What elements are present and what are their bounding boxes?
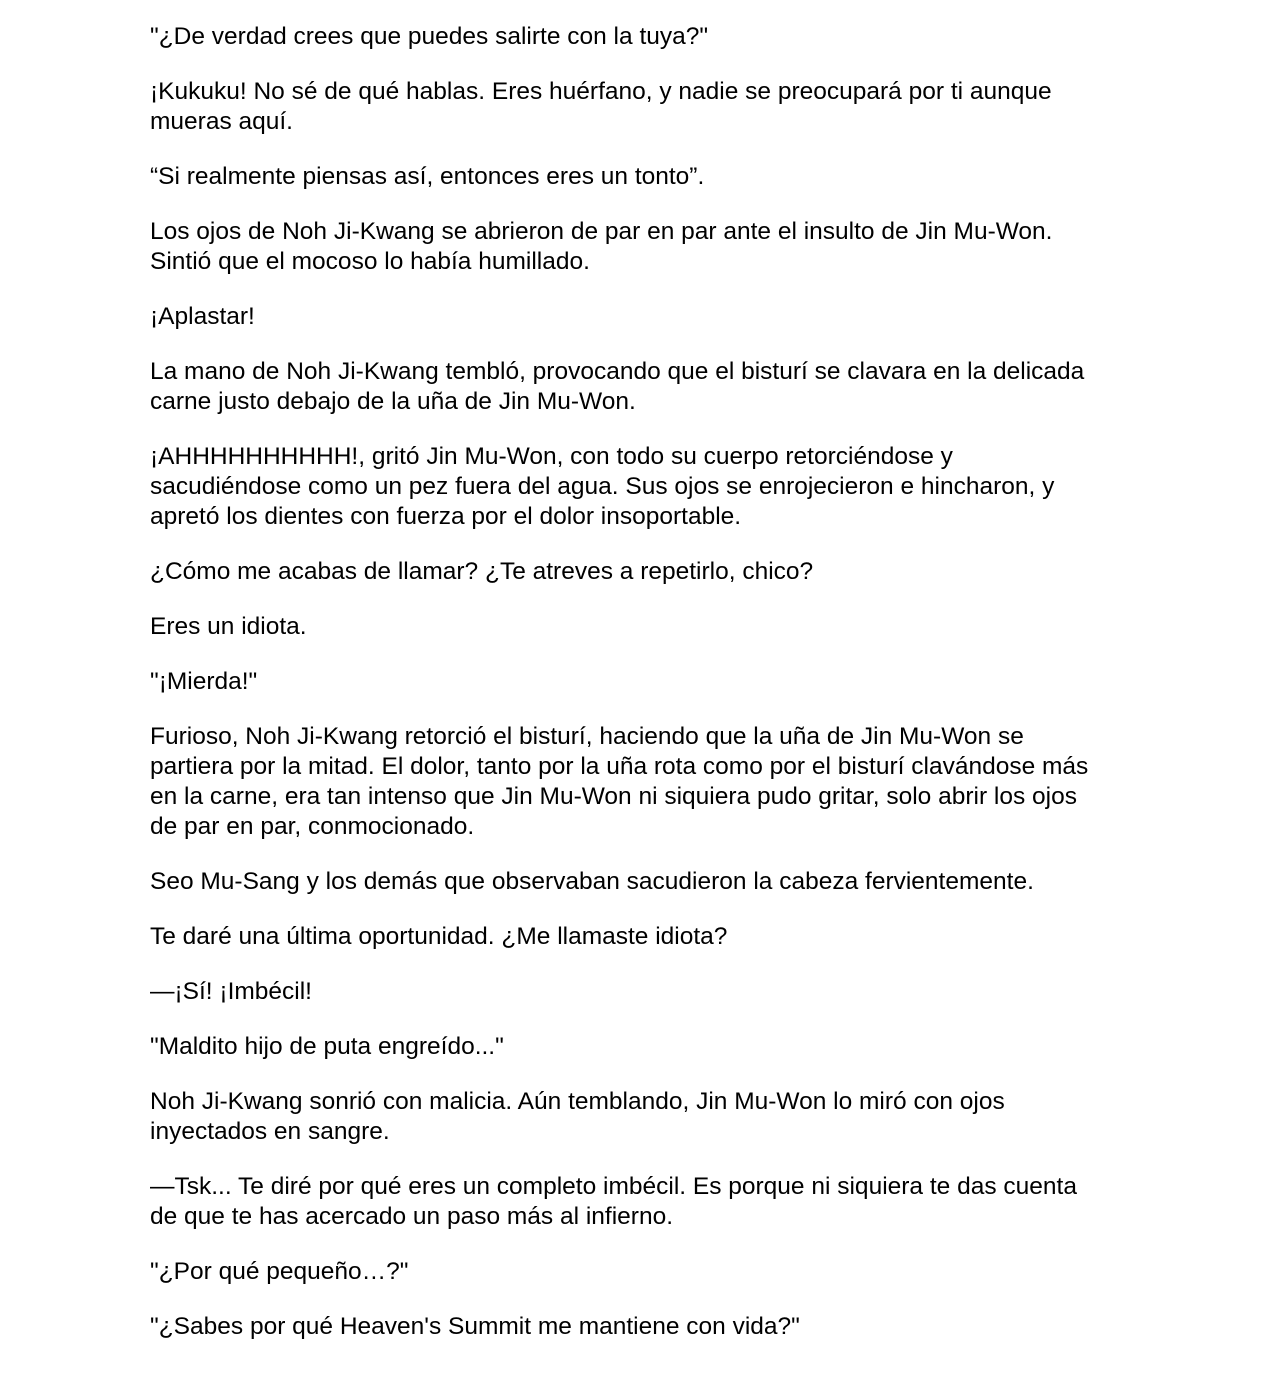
paragraph: ¡Kukuku! No sé de qué hablas. Eres huérfano, y nadie se preocupará por ti aunque mueras aquí. — [150, 78, 1052, 135]
paragraph: Seo Mu-Sang y los demás que observaban sacudieron la cabeza fervientemente. — [150, 868, 1034, 895]
paragraph: "¡Mierda!" — [150, 668, 258, 695]
paragraph: ¡Aplastar! — [150, 303, 255, 330]
paragraph: —Tsk... Te diré por qué eres un completo imbécil. Es porque ni siquiera te das cuenta de que te has acercado un paso más al infierno. — [150, 1173, 1077, 1230]
paragraph: Te daré una última oportunidad. ¿Me llamaste idiota? — [150, 923, 728, 950]
paragraph: "¿Por qué pequeño…?" — [150, 1258, 409, 1285]
paragraph: Noh Ji-Kwang sonrió con malicia. Aún temblando, Jin Mu-Won lo miró con ojos inyectados en sangre. — [150, 1088, 1005, 1145]
paragraph: "¿De verdad crees que puedes salirte con la tuya?" — [150, 23, 709, 50]
paragraph: —¡Sí! ¡Imbécil! — [150, 978, 312, 1005]
paragraph: "¿Sabes por qué Heaven's Summit me mantiene con vida?" — [150, 1313, 800, 1340]
paragraph: ¡AHHHHHHHHHH!, gritó Jin Mu-Won, con todo su cuerpo retorciéndose y sacudiéndose como un pez fuera del agua. Sus ojos se enrojecieron e hincharon, y apretó los dientes con fuerza por el dolor insoportable. — [150, 443, 1055, 530]
paragraph: "Maldito hijo de puta engreído..." — [150, 1033, 504, 1060]
paragraph: ¿Cómo me acabas de llamar? ¿Te atreves a repetirlo, chico? — [150, 558, 814, 585]
paragraph: Los ojos de Noh Ji-Kwang se abrieron de par en par ante el insulto de Jin Mu-Won. Sintió que el mocoso lo había humillado. — [150, 218, 1053, 275]
document-page — [150, 22, 1120, 1367]
paragraph: Eres un idiota. — [150, 613, 307, 640]
paragraph: La mano de Noh Ji-Kwang tembló, provocando que el bisturí se clavara en la delicada carne justo debajo de la uña de Jin Mu-Won. — [150, 358, 1085, 415]
paragraph: “Si realmente piensas así, entonces eres un tonto”. — [150, 163, 705, 190]
paragraph: Furioso, Noh Ji-Kwang retorció el bisturí, haciendo que la uña de Jin Mu-Won se partiera por la mitad. El dolor, tanto por la uña rota como por el bisturí clavándose más en la carne, era tan intenso que Jin Mu-Won ni siquiera pudo gritar, solo abrir los ojos de par en par, conmocionado. — [150, 723, 1089, 840]
